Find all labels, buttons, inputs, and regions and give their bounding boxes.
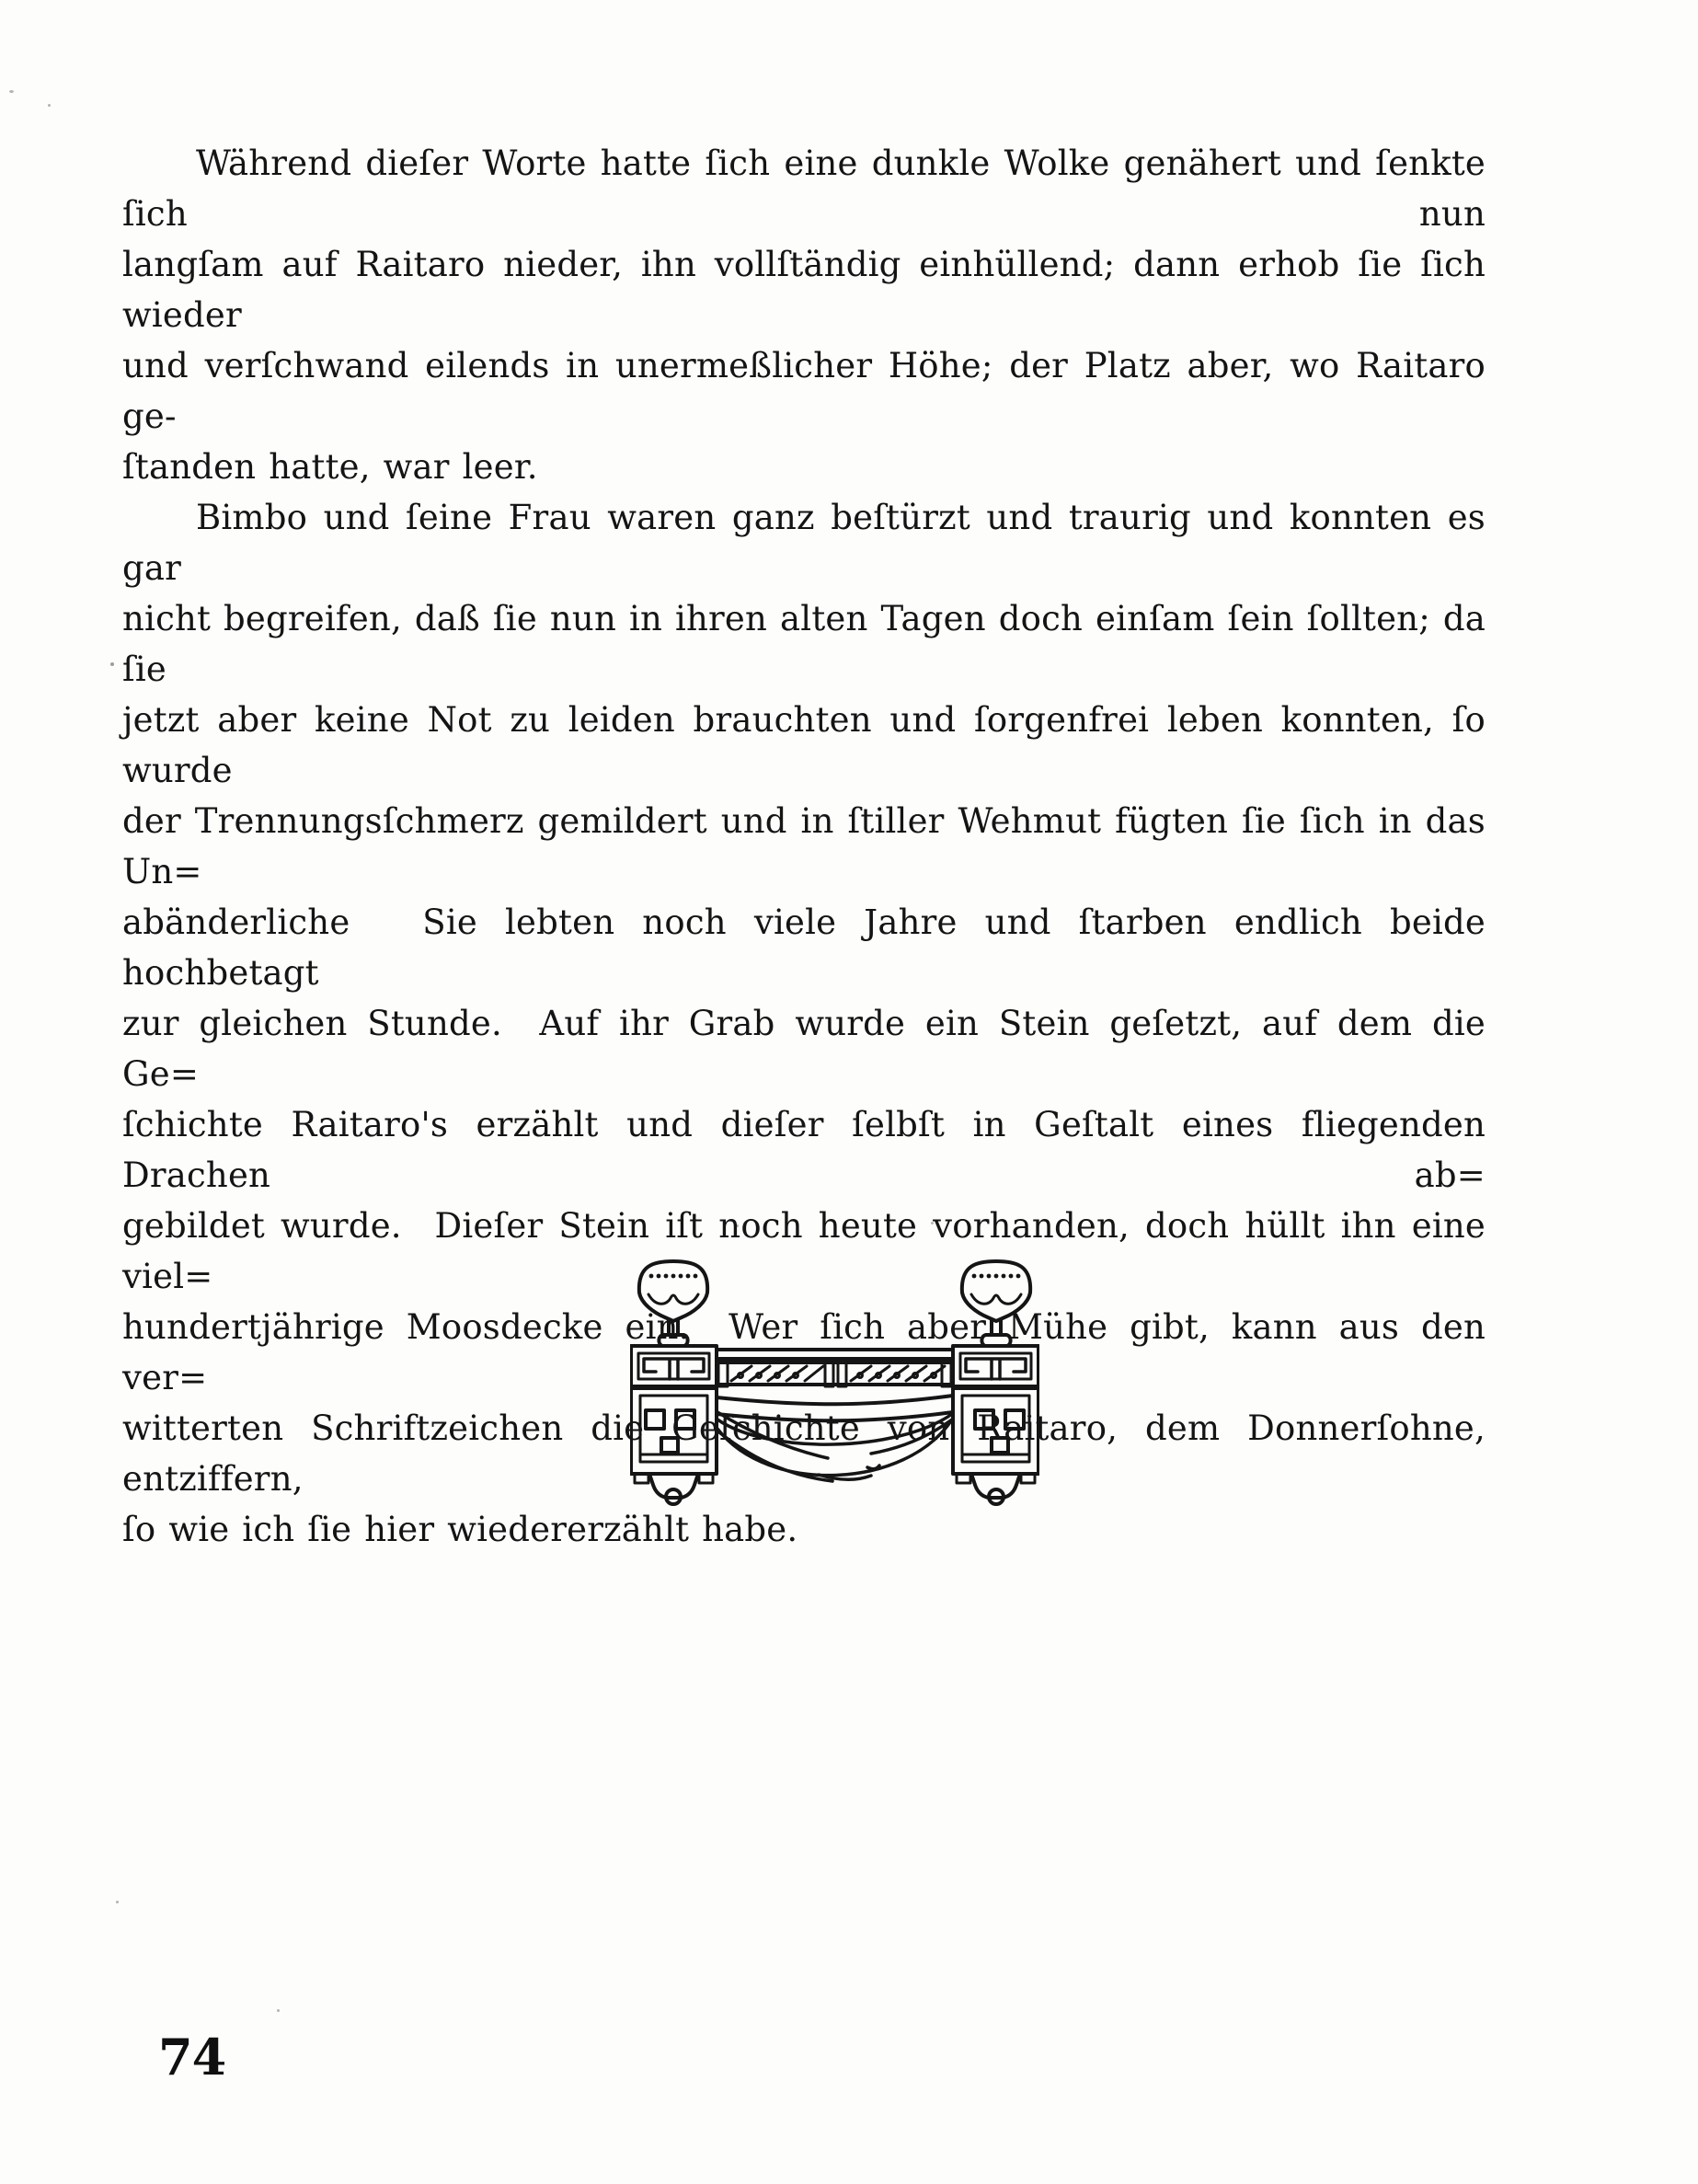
- side-foot: [635, 1474, 648, 1483]
- text-line: hundertjährige Moosdecke ein. Wer ſich aber Mühe gibt, kann aus den ver=: [122, 1307, 1486, 1397]
- right-post: [953, 1261, 1038, 1504]
- text-line: Bimbo und ſeine Frau waren ganz beſtürzt und traurig und konnten es gar: [122, 498, 1486, 588]
- center-foot: [649, 1474, 698, 1498]
- text-line: Während dieſer Worte hatte ſich eine dunkle Wolke genähert und ſenkte ſich nun: [122, 144, 1486, 234]
- face-hole-small: [661, 1438, 678, 1453]
- side-foot: [699, 1474, 713, 1483]
- text-line: der Trennungsſchmerz gemildert und in ſtiller Wehmut fügten ſie ſich in das Un=: [122, 801, 1486, 891]
- text-line: ſchichte Raitaro's erzählt und dieſer ſelbſt in Geſtalt eines fliegenden Drachen ab=: [122, 1105, 1486, 1195]
- fan-finial: [639, 1261, 707, 1321]
- left-post: [631, 1261, 717, 1504]
- top-rail: [717, 1350, 953, 1359]
- face-hole: [646, 1410, 664, 1429]
- text-line: abänderliche Sie lebten noch viele Jahre und ſtarben endlich beide hochbetagt: [122, 902, 1486, 993]
- greek-key-motif: [644, 1359, 704, 1379]
- scan-speck: [9, 90, 14, 93]
- text-line: gebildet wurde. Dieſer Stein iſt noch heute vorhanden, doch hüllt ihn eine viel=: [122, 1206, 1486, 1296]
- draped-rail-drawing: [630, 1258, 1039, 1506]
- fan-inner-curve: [648, 1294, 698, 1304]
- text-line: zur gleichen Stunde. Auf ihr Grab wurde ein Stein geſetzt, auf dem die Ge=: [122, 1004, 1486, 1094]
- text-line: und verſchwand eilends in unermeßlicher Höhe; der Platz aber, wo Raitaro ge-: [122, 346, 1486, 436]
- text-line: langſam auf Raitaro nieder, ihn vollſtändig einhüllend; dann erhob ſie ſich wieder: [122, 245, 1486, 335]
- rope-rail: [717, 1361, 953, 1386]
- lower-rail: [717, 1396, 953, 1420]
- text-line: nicht begreifen, daß ſie nun in ihren alten Tagen doch einſam ſein ſollten; da ſie: [122, 599, 1486, 689]
- text-line: ſo wie ich ſie hier wiedererzählt habe.: [122, 1510, 798, 1549]
- text-line: ſtanden hatte, war leer.: [122, 447, 538, 487]
- text-line: witterten Schriftzeichen die Geſchichte von Raitaro, dem Donnerſohne, entziffern,: [122, 1408, 1486, 1499]
- page-number: 74: [158, 2028, 226, 2086]
- tailpiece-ornament: [630, 1258, 1039, 1506]
- text-line: jetzt aber keine Not zu leiden brauchten und ſorgenfrei leben konnten, ſo wurde: [122, 700, 1486, 790]
- scan-speck: [48, 104, 51, 107]
- fan-dots: [649, 1274, 698, 1279]
- scan-speck: [277, 2009, 280, 2012]
- face-hole: [676, 1410, 694, 1429]
- scan-speck: [116, 1901, 119, 1903]
- scan-speck: [110, 662, 114, 666]
